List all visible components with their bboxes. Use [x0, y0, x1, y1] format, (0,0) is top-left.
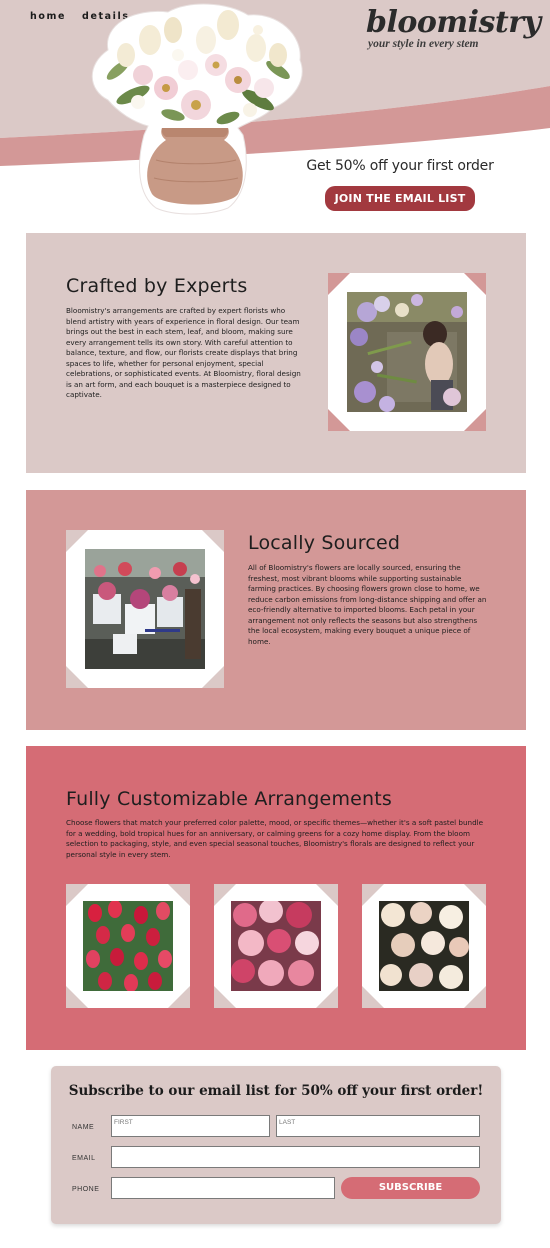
email-input[interactable] [111, 1146, 480, 1168]
name-label: NAME [72, 1124, 95, 1131]
subscribe-button[interactable]: SUBSCRIBE [341, 1177, 480, 1199]
flower-vase-image [78, 0, 308, 215]
brand [366, 4, 541, 50]
local-title: Locally Sourced [248, 532, 401, 554]
header [0, 0, 550, 230]
join-email-list-button[interactable]: JOIN THE EMAIL LIST [325, 186, 476, 211]
section-crafted [26, 233, 526, 473]
frame-corner [328, 409, 350, 431]
promo [300, 158, 500, 211]
subscribe-title: Subscribe to our email list for 50% off your first order! [68, 1083, 484, 1099]
custom-body: Choose flowers that match your preferred color palette, mood, or specific themes—whether it's a soft pastel bundle for a wedding, bold tropical hues for an anniversary, or calming greens for a cozy home display. From the bloom selection to packaging, style, and even special seasonal touches, Bloomistry's florals are designed to reflect your personal style in every stem. [66, 818, 484, 859]
first-name-input[interactable]: FIRST [111, 1115, 270, 1137]
roses-photo-frame [214, 884, 338, 1008]
crafted-title: Crafted by Experts [66, 275, 248, 297]
crafted-photo-frame [328, 273, 486, 431]
brand-tagline: your style in every stem [368, 38, 479, 50]
nav-details-link[interactable]: details [82, 11, 130, 22]
white-roses-photo [379, 901, 469, 991]
brand-logo[interactable]: bloomistry [366, 5, 541, 40]
promo-text: Get 50% off your first order [306, 158, 494, 174]
phone-label: PHONE [72, 1186, 100, 1193]
subscribe-form [51, 1066, 501, 1224]
crafted-body: Bloomistry's arrangements are crafted by expert florists who blend artistry with years of experience in floral design. Our team brings out the best in each stem, leaf, and bloom, making sure every arrangement tells its own story. With careful attention to balance, texture, and flow, our florists create displays that bring spaces to life, whether for personal enjoyment, special celebrations, or sophisticated events. At Bloomistry, floral design is an art form, and each bouquet is a masterpiece designed to captivate. [66, 306, 301, 399]
section-custom [26, 746, 526, 1050]
phone-input[interactable] [111, 1177, 335, 1199]
last-name-input[interactable]: LAST [276, 1115, 480, 1137]
pink-roses-photo [231, 901, 321, 991]
flower-market-photo [85, 549, 205, 669]
red-tulips-photo [83, 901, 173, 991]
frame-corner [202, 666, 224, 688]
frame-corner [464, 273, 486, 295]
local-photo-frame [66, 530, 224, 688]
tulips-photo-frame [66, 884, 190, 1008]
email-label: EMAIL [72, 1155, 96, 1162]
white-roses-photo-frame [362, 884, 486, 1008]
section-local [26, 490, 526, 730]
frame-corner [66, 666, 88, 688]
florist-working-photo [347, 292, 467, 412]
frame-corner [464, 409, 486, 431]
nav-home-link[interactable]: home [30, 11, 67, 22]
local-body: All of Bloomistry's flowers are locally sourced, ensuring the freshest, most vibrant blooms while supporting sustainable farming practices. By choosing flowers grown close to home, we reduce carbon emissions from long-distance shipping and offer an eco-friendly alternative to imported blooms. Each petal in your arrangement not only reflects the seasons but also strengthens the local ecosystem, making every bouquet a unique piece of home. [248, 563, 487, 646]
frame-corner [202, 530, 224, 552]
custom-title: Fully Customizable Arrangements [66, 788, 393, 810]
